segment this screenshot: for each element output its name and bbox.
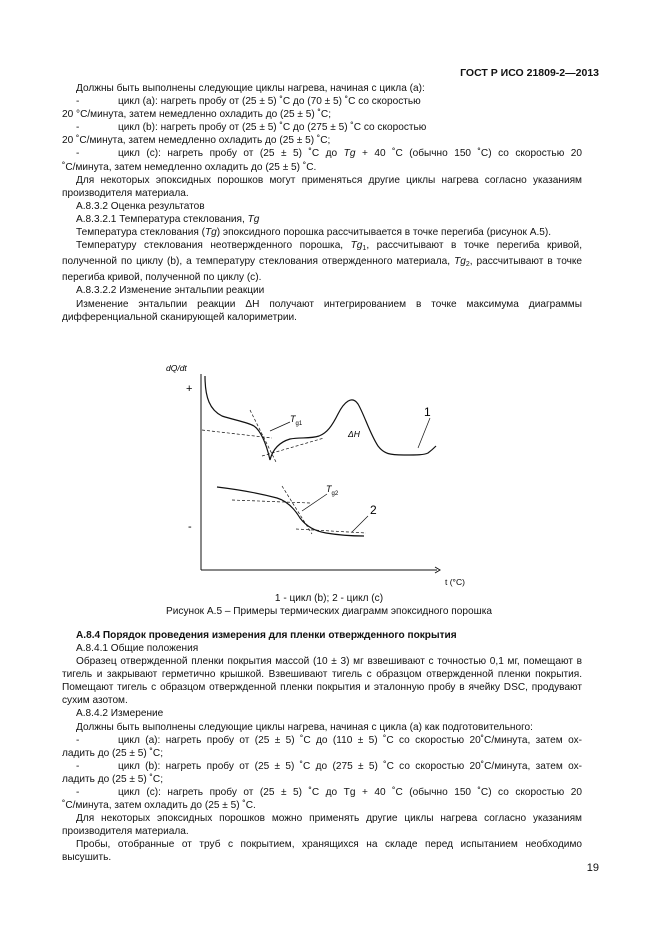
section-a842-heading: А.8.4.2 Измерение [76,708,164,720]
tg-paragraph [62,226,582,239]
tangent-2a [232,500,310,503]
cycle-c-text-a: цикл (с): нагреть пробу от (25 ± 5) ˚С до [118,148,344,160]
curve-1-label: 1 [424,404,431,419]
a84-cycle-c-item [62,786,582,812]
tg1-label-t: T [290,413,296,424]
cycle-a-line2: 20 °С/минута, затем немедленно охладить до (25 ± 5) ˚С; [62,109,332,121]
page-content [62,82,582,865]
cycle-b-line1: цикл (b): нагреть пробу от (25 ± 5) ˚С до (275 ± 5) ˚С со скоростью [118,122,427,134]
a84-cycle-c-line1: цикл (с): нагреть пробу от (25 ± 5) ˚С до Tg + 40 ˚С (обычно 150 ˚С) со скоростью 20 [118,787,582,798]
curve-2 [217,487,364,536]
cycles-intro: Должны быть выполнены следующие циклы нагрева, начиная с цикла (а): [76,83,425,94]
a84-cycle-c-line2: ˚С/минута, затем охладить до (25 ± 5) ˚С. [62,800,256,812]
curve-1-leader [418,418,430,448]
cycle-a-line1: цикл (а): нагреть пробу от (25 ± 5) ˚С до (70 ± 5) ˚С со скоростью [118,96,421,108]
document-header: ГОСТ Р ИСО 21809-2—2013 [460,67,599,79]
list-dash: - [76,122,80,134]
curve-1 [205,376,436,460]
tg-text-b: ) эпоксидного порошка рассчитывается в точке перегиба (рисунок А.5). [216,227,552,239]
tg2-text-b: , рассчитывают в точке перегиба кривой, полученной по циклу (с). [62,256,582,284]
a8321-text: А.8.3.2.1 Температура стеклования, [76,213,248,225]
samples-paragraph: Пробы, отобранные от труб с покрытием, хранящихся на складе перед испытанием необходимо высушить. [62,839,582,864]
figure-legend: 1 - цикл (b); 2 - цикл (с) [274,592,384,604]
tg1-text-b: , рассчитывают в точке перегиба кривой, полученной по циклу (b), а температуру стеклования отвержденного материала, [62,240,582,268]
thermal-diagram [62,338,582,588]
a84-cycle-b-line2: ладить до (25 ± 5) ˚С; [62,773,163,785]
cycles-intro-a84: Должны быть выполнены следующие циклы нагрева, начиная с цикла (а) как подготовительного: [76,721,533,733]
plus-label: + [186,382,193,395]
tangent-1c [262,438,324,456]
a84-cycle-a-line1: цикл (а): нагреть пробу от (25 ± 5) ˚С до (110 ± 5) ˚С со скоростью 20˚С/минута, затем ох- [118,734,582,746]
section-a832-heading: А.8.3.2 Оценка результатов [76,200,205,212]
tg1-leader [270,422,290,431]
cycle-a-item [62,95,582,121]
tg-symbol: Tg [204,227,217,239]
tg2-symbol: Tg [454,256,466,268]
tangent-2b [282,486,312,534]
cycle-c-item [62,147,582,173]
tg1-tg2-paragraph [62,239,582,284]
cycle-b-line2: 20 ˚С/минута, затем немедленно охладить до (25 ± 5) ˚С; [62,135,331,147]
curve-2-label: 2 [370,502,377,517]
tg2-label-sub: g2 [331,490,339,497]
tg-symbol: Tg [343,148,356,160]
tangent-2c [296,529,366,533]
list-dash: - [76,734,80,746]
tg2-label [326,484,339,497]
cycle-c-line2: ˚С/минута, затем немедленно охладить до (25 ± 5) ˚С. [62,161,317,173]
tg-symbol: Tg [247,213,260,225]
tg2-leader [302,494,327,511]
tg1-label-sub: g1 [295,420,303,427]
a84-cycle-b-item [62,760,582,786]
a84-cycle-a-line2: ладить до (25 ± 5) ˚С; [62,747,163,759]
other-cycles-paragraph: Для некоторых эпоксидных порошков могут применяться другие циклы нагрева согласно указаниям производителя материала. [62,174,582,199]
figure-caption: Рисунок А.5 – Примеры термических диаграмм эпоксидного порошка [166,605,492,617]
section-a841-heading: А.8.4.1 Общие положения [76,642,199,654]
enthalpy-paragraph: Изменение энтальпии реакции ΔH получают интегрированием в точке максимума диаграммы дифференциальной сканирующей калориметрии. [62,298,582,323]
list-dash: - [76,760,80,772]
tg1-text-a: Температуру стеклования неотвержденного порошка, [76,240,351,252]
cycle-c-line1 [118,147,582,160]
a84-cycle-b-line1: цикл (b): нагреть пробу от (25 ± 5) ˚С до (275 ± 5) ˚С со скоростью 20˚С/минута, затем ох- [118,760,582,772]
list-dash: - [76,96,80,108]
page-number: 19 [586,862,599,874]
minus-label: - [188,520,192,533]
list-dash: - [76,787,80,798]
y-axis-label: dQ/dt [166,362,187,373]
section-a84-heading: А.8.4 Порядок проведения измерения для пленки отвержденного покрытия [76,629,457,641]
tg2-label-t: T [326,483,332,494]
tg1-label [290,414,303,427]
other-cycles-a84: Для некоторых эпоксидных порошков можно применять другие циклы нагрева согласно указаниям производителя материала. [62,813,582,838]
delta-h-label: ΔH [348,428,360,439]
tg1-subscript: 1 [362,245,367,253]
curve-2-leader [352,516,368,532]
cycle-b-item [62,121,582,147]
list-dash: - [76,148,80,160]
section-a8322-heading: А.8.3.2.2 Изменение энтальпии реакции [76,285,265,297]
cycle-c-text-b: + 40 ˚С (обычно 150 ˚С) со скоростью 20 [355,148,582,160]
figure-a5 [62,338,582,588]
general-paragraph: Образец отвержденной пленки покрытия массой (10 ± 3) мг взвешивают с точностью 0,1 мг, помещают в тигель и закрывают герметично крышкой. Взвешивают тигель с образцом отвержденной пленки покрытия. Помещают тигель с образцом отвержденной пленки покрытия и эталонную пробу в ячейку DSC, продувают сухим азотом. [62,656,582,707]
x-axis-label: t (°C) [445,576,465,587]
tg-text-a: Температура стеклования ( [76,227,205,239]
section-a8321-heading [62,213,582,226]
a84-cycle-a-item [62,734,582,760]
tg2-subscript: 2 [465,261,470,269]
tg1-symbol: Tg [350,240,363,252]
